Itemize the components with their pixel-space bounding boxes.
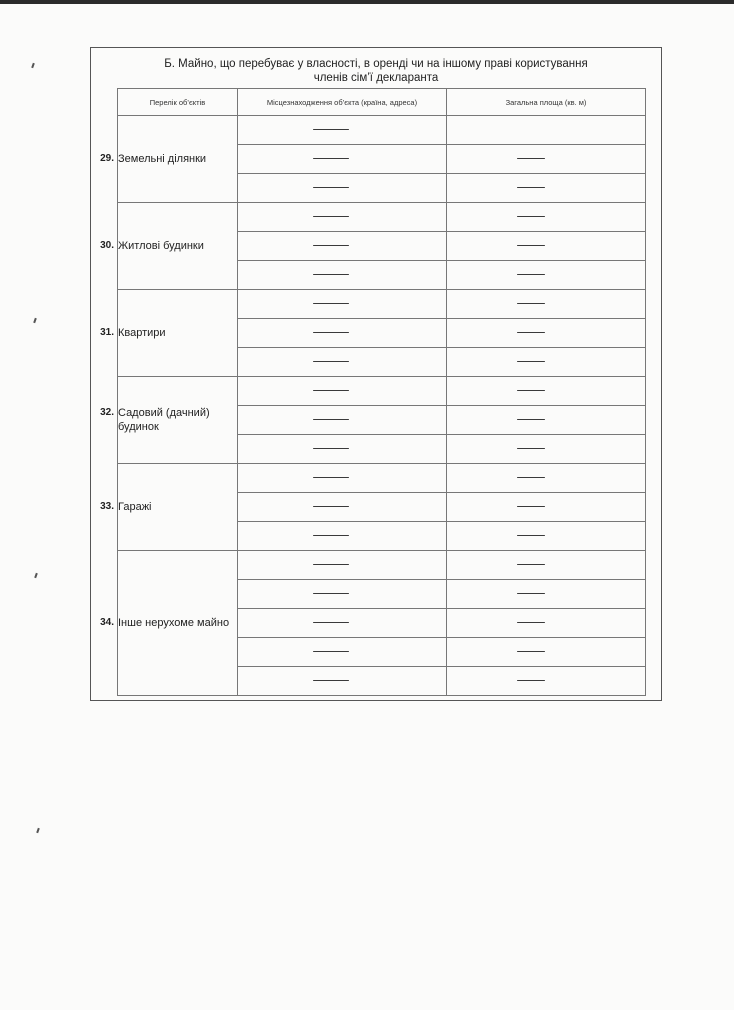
- area-cell: [447, 580, 646, 609]
- area-cell: [447, 116, 646, 145]
- row-number: 29.: [100, 153, 114, 164]
- area-cell: [447, 667, 646, 696]
- row-number: 34.: [100, 617, 114, 628]
- location-cell: [238, 145, 447, 174]
- location-cell: [238, 261, 447, 290]
- area-cell: [447, 261, 646, 290]
- header-area: Загальна площа (кв. м): [447, 89, 646, 116]
- category-cell: [100, 290, 238, 377]
- location-cell: [238, 580, 447, 609]
- row-number: 33.: [100, 501, 114, 512]
- category-label: Житлові будинки: [118, 240, 204, 252]
- table-row: [118, 203, 646, 232]
- location-cell: [238, 435, 447, 464]
- area-cell: [447, 203, 646, 232]
- area-cell: [447, 522, 646, 551]
- row-number: 31.: [100, 327, 114, 338]
- location-cell: [238, 522, 447, 551]
- area-cell: [447, 464, 646, 493]
- area-cell: [447, 609, 646, 638]
- location-cell: [238, 232, 447, 261]
- area-cell: [447, 638, 646, 667]
- header-location: Місцезнаходження об’єкта (країна, адреса): [238, 89, 447, 116]
- category-cell: [100, 464, 238, 551]
- declaration-section-b: [90, 47, 662, 701]
- table-row: [118, 551, 646, 580]
- location-cell: [238, 667, 447, 696]
- table-row: [118, 290, 646, 319]
- area-cell: [447, 348, 646, 377]
- location-cell: [238, 493, 447, 522]
- section-title: [91, 57, 661, 85]
- category-label: Квартири: [118, 327, 166, 339]
- category-label: Садовий (дачний) будинок: [118, 407, 210, 433]
- location-cell: [238, 406, 447, 435]
- header-objects: Перелік об’єктів: [118, 89, 238, 116]
- area-cell: [447, 406, 646, 435]
- location-cell: [238, 551, 447, 580]
- table-row: [118, 116, 646, 145]
- area-cell: [447, 435, 646, 464]
- area-cell: [447, 145, 646, 174]
- location-cell: [238, 377, 447, 406]
- location-cell: [238, 464, 447, 493]
- table-row: [118, 464, 646, 493]
- scan-mark: [31, 63, 35, 68]
- scan-mark: [34, 573, 38, 578]
- area-cell: [447, 551, 646, 580]
- scan-mark: [36, 828, 40, 833]
- category-cell: [100, 203, 238, 290]
- category-label: Інше нерухоме майно: [118, 617, 230, 629]
- property-table: [100, 88, 646, 696]
- location-cell: [238, 290, 447, 319]
- area-cell: [447, 174, 646, 203]
- location-cell: [238, 203, 447, 232]
- row-number: 32.: [100, 407, 114, 418]
- table-header-row: [118, 89, 646, 116]
- category-label: Земельні ділянки: [118, 153, 207, 165]
- section-title-line-2: членів сім’ї декларанта: [313, 72, 439, 84]
- category-cell: [100, 377, 238, 464]
- category-cell: [100, 116, 238, 203]
- scan-top-edge: [0, 0, 734, 4]
- location-cell: [238, 609, 447, 638]
- location-cell: [238, 319, 447, 348]
- area-cell: [447, 319, 646, 348]
- location-cell: [238, 116, 447, 145]
- table-row: [118, 377, 646, 406]
- area-cell: [447, 493, 646, 522]
- location-cell: [238, 348, 447, 377]
- scan-mark: [33, 318, 37, 323]
- row-number: 30.: [100, 240, 114, 251]
- category-cell: [100, 551, 238, 696]
- location-cell: [238, 638, 447, 667]
- category-label: Гаражі: [118, 501, 152, 513]
- section-title-line-1: Б. Майно, що перебуває у власності, в оренді чи на іншому праві користування: [164, 58, 588, 70]
- area-cell: [447, 290, 646, 319]
- area-cell: [447, 232, 646, 261]
- area-cell: [447, 377, 646, 406]
- location-cell: [238, 174, 447, 203]
